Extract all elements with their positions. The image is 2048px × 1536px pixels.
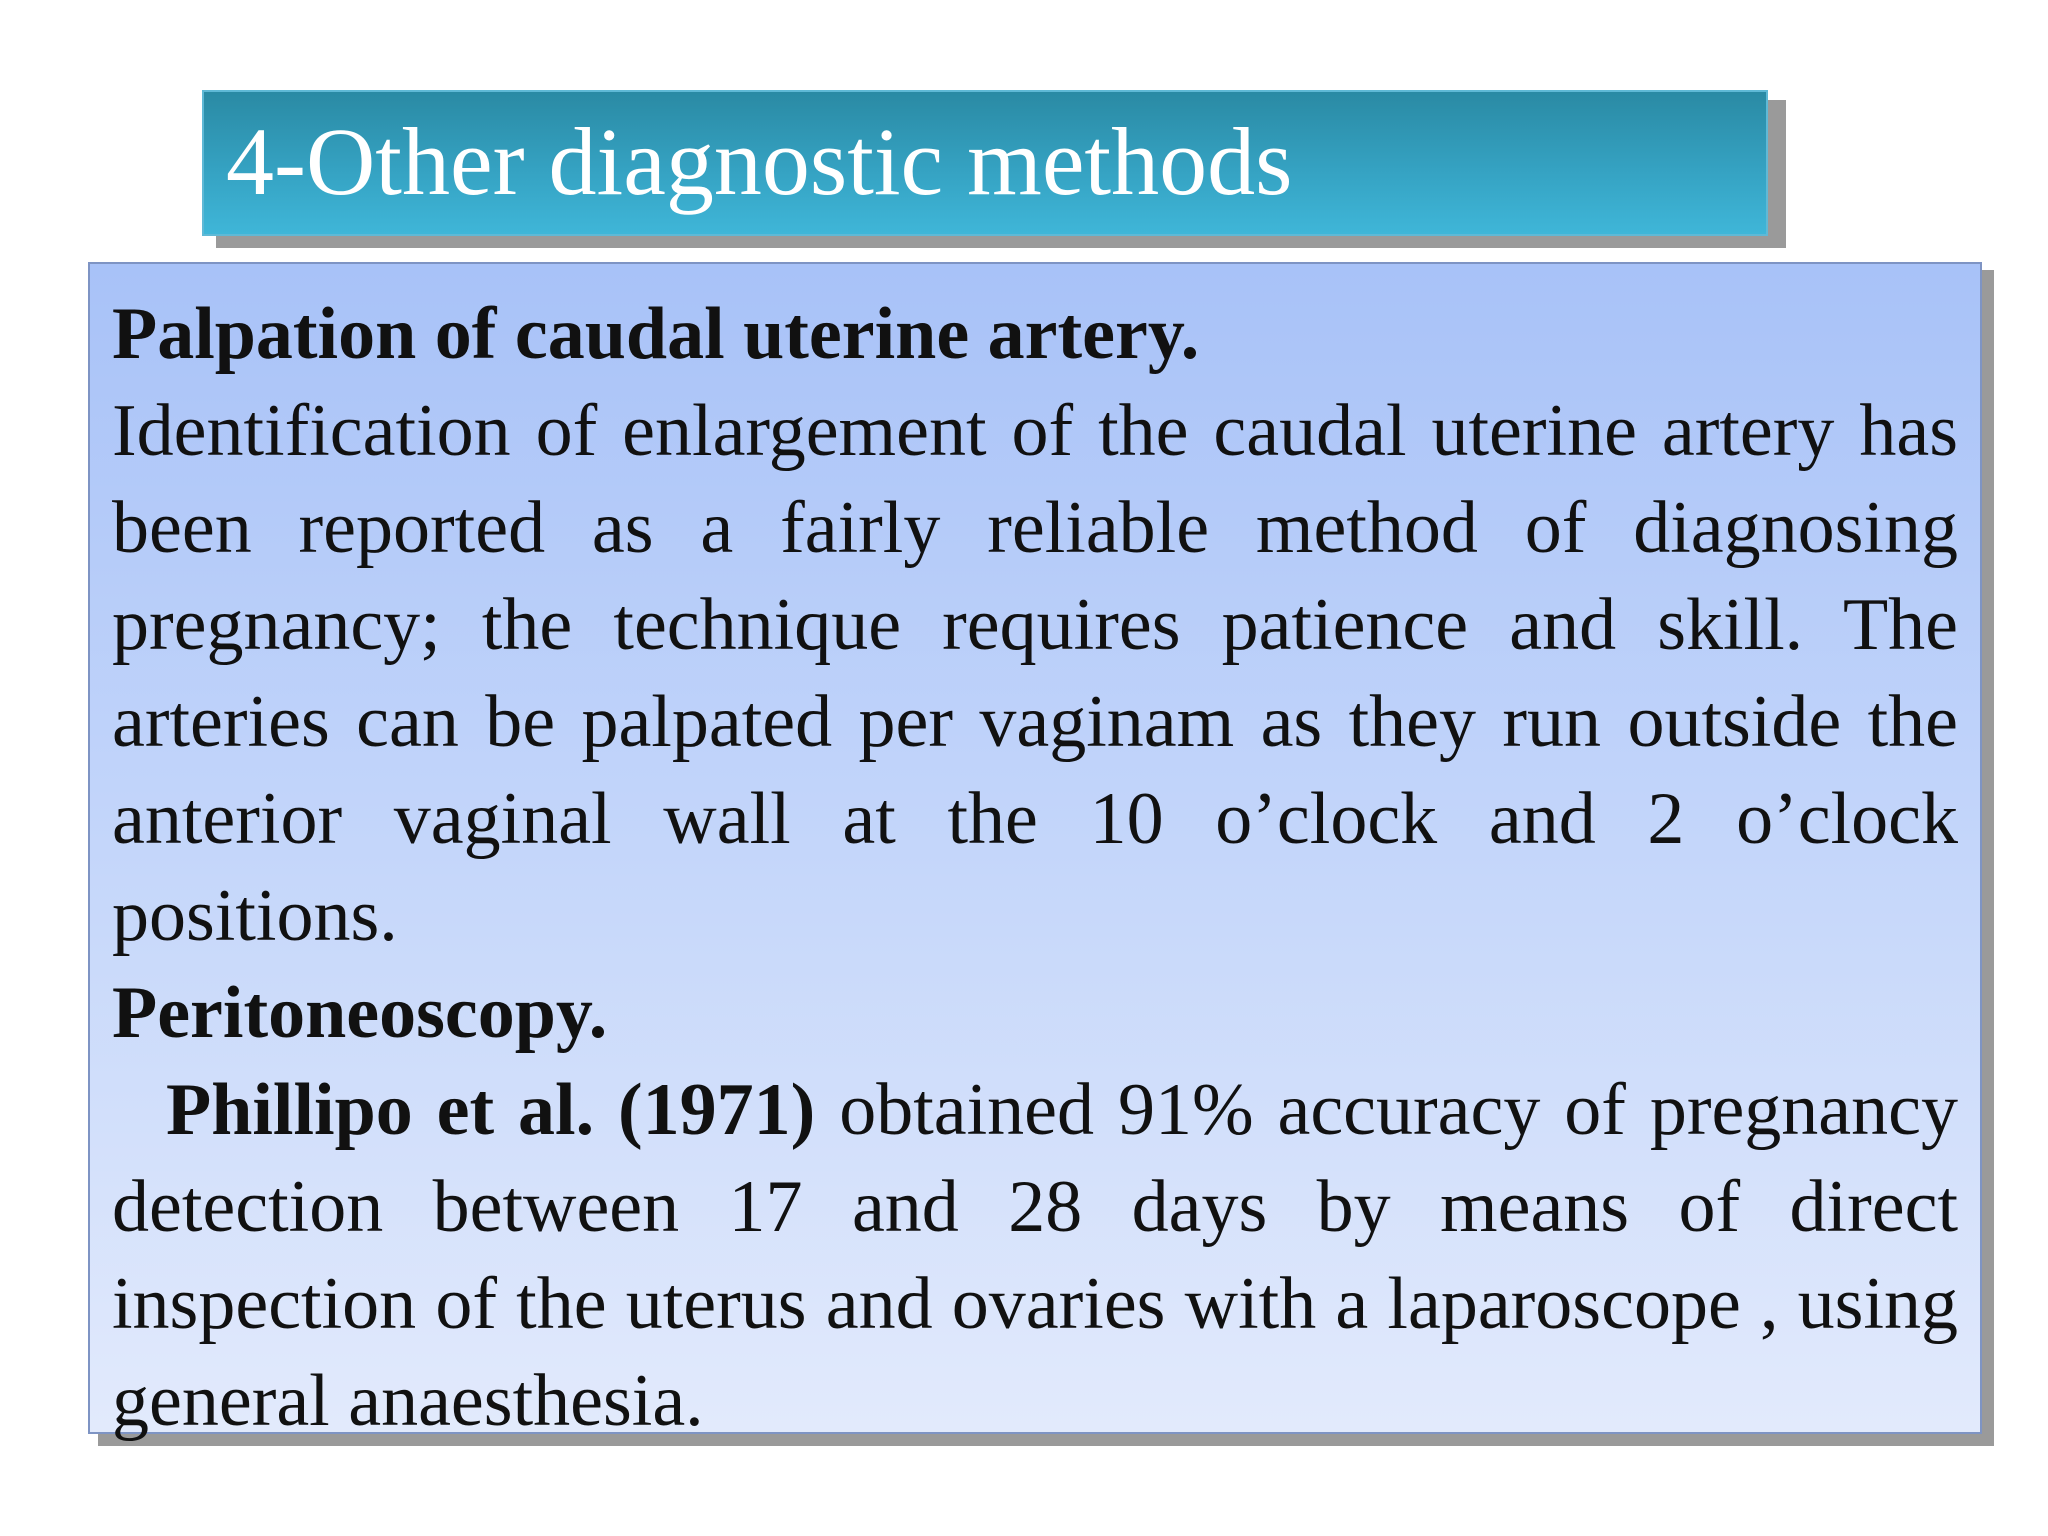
- slide-title: 4-Other diagnostic methods: [226, 108, 1293, 215]
- section-body-peritoneoscopy-text: obtained 91% accuracy of pregnancy detection between 17 and 28 days by means of direct inspection of the uterus and ovaries with a laparoscope , using general anaesthesia.: [112, 1069, 1958, 1442]
- content-panel: [88, 262, 1982, 1442]
- citation: Phillipo et al. (1971): [166, 1069, 816, 1151]
- content-text: [112, 286, 1958, 1450]
- section-body-peritoneoscopy: [112, 1062, 1958, 1450]
- section-heading-peritoneoscopy: Peritoneoscopy.: [112, 972, 608, 1054]
- section-heading-palpation: Palpation of caudal uterine artery.: [112, 293, 1200, 375]
- section-body-palpation: Identification of enlargement of the caudal uterine artery has been reported as a fairly reliable method of diagnosing pregnancy; the technique requires patience and skill. The arteries can be palpated per vaginam as they run outside the anterior vaginal wall at the 10 o’clock and 2 o’clock positions.: [112, 390, 1958, 957]
- title-banner: [202, 90, 1768, 236]
